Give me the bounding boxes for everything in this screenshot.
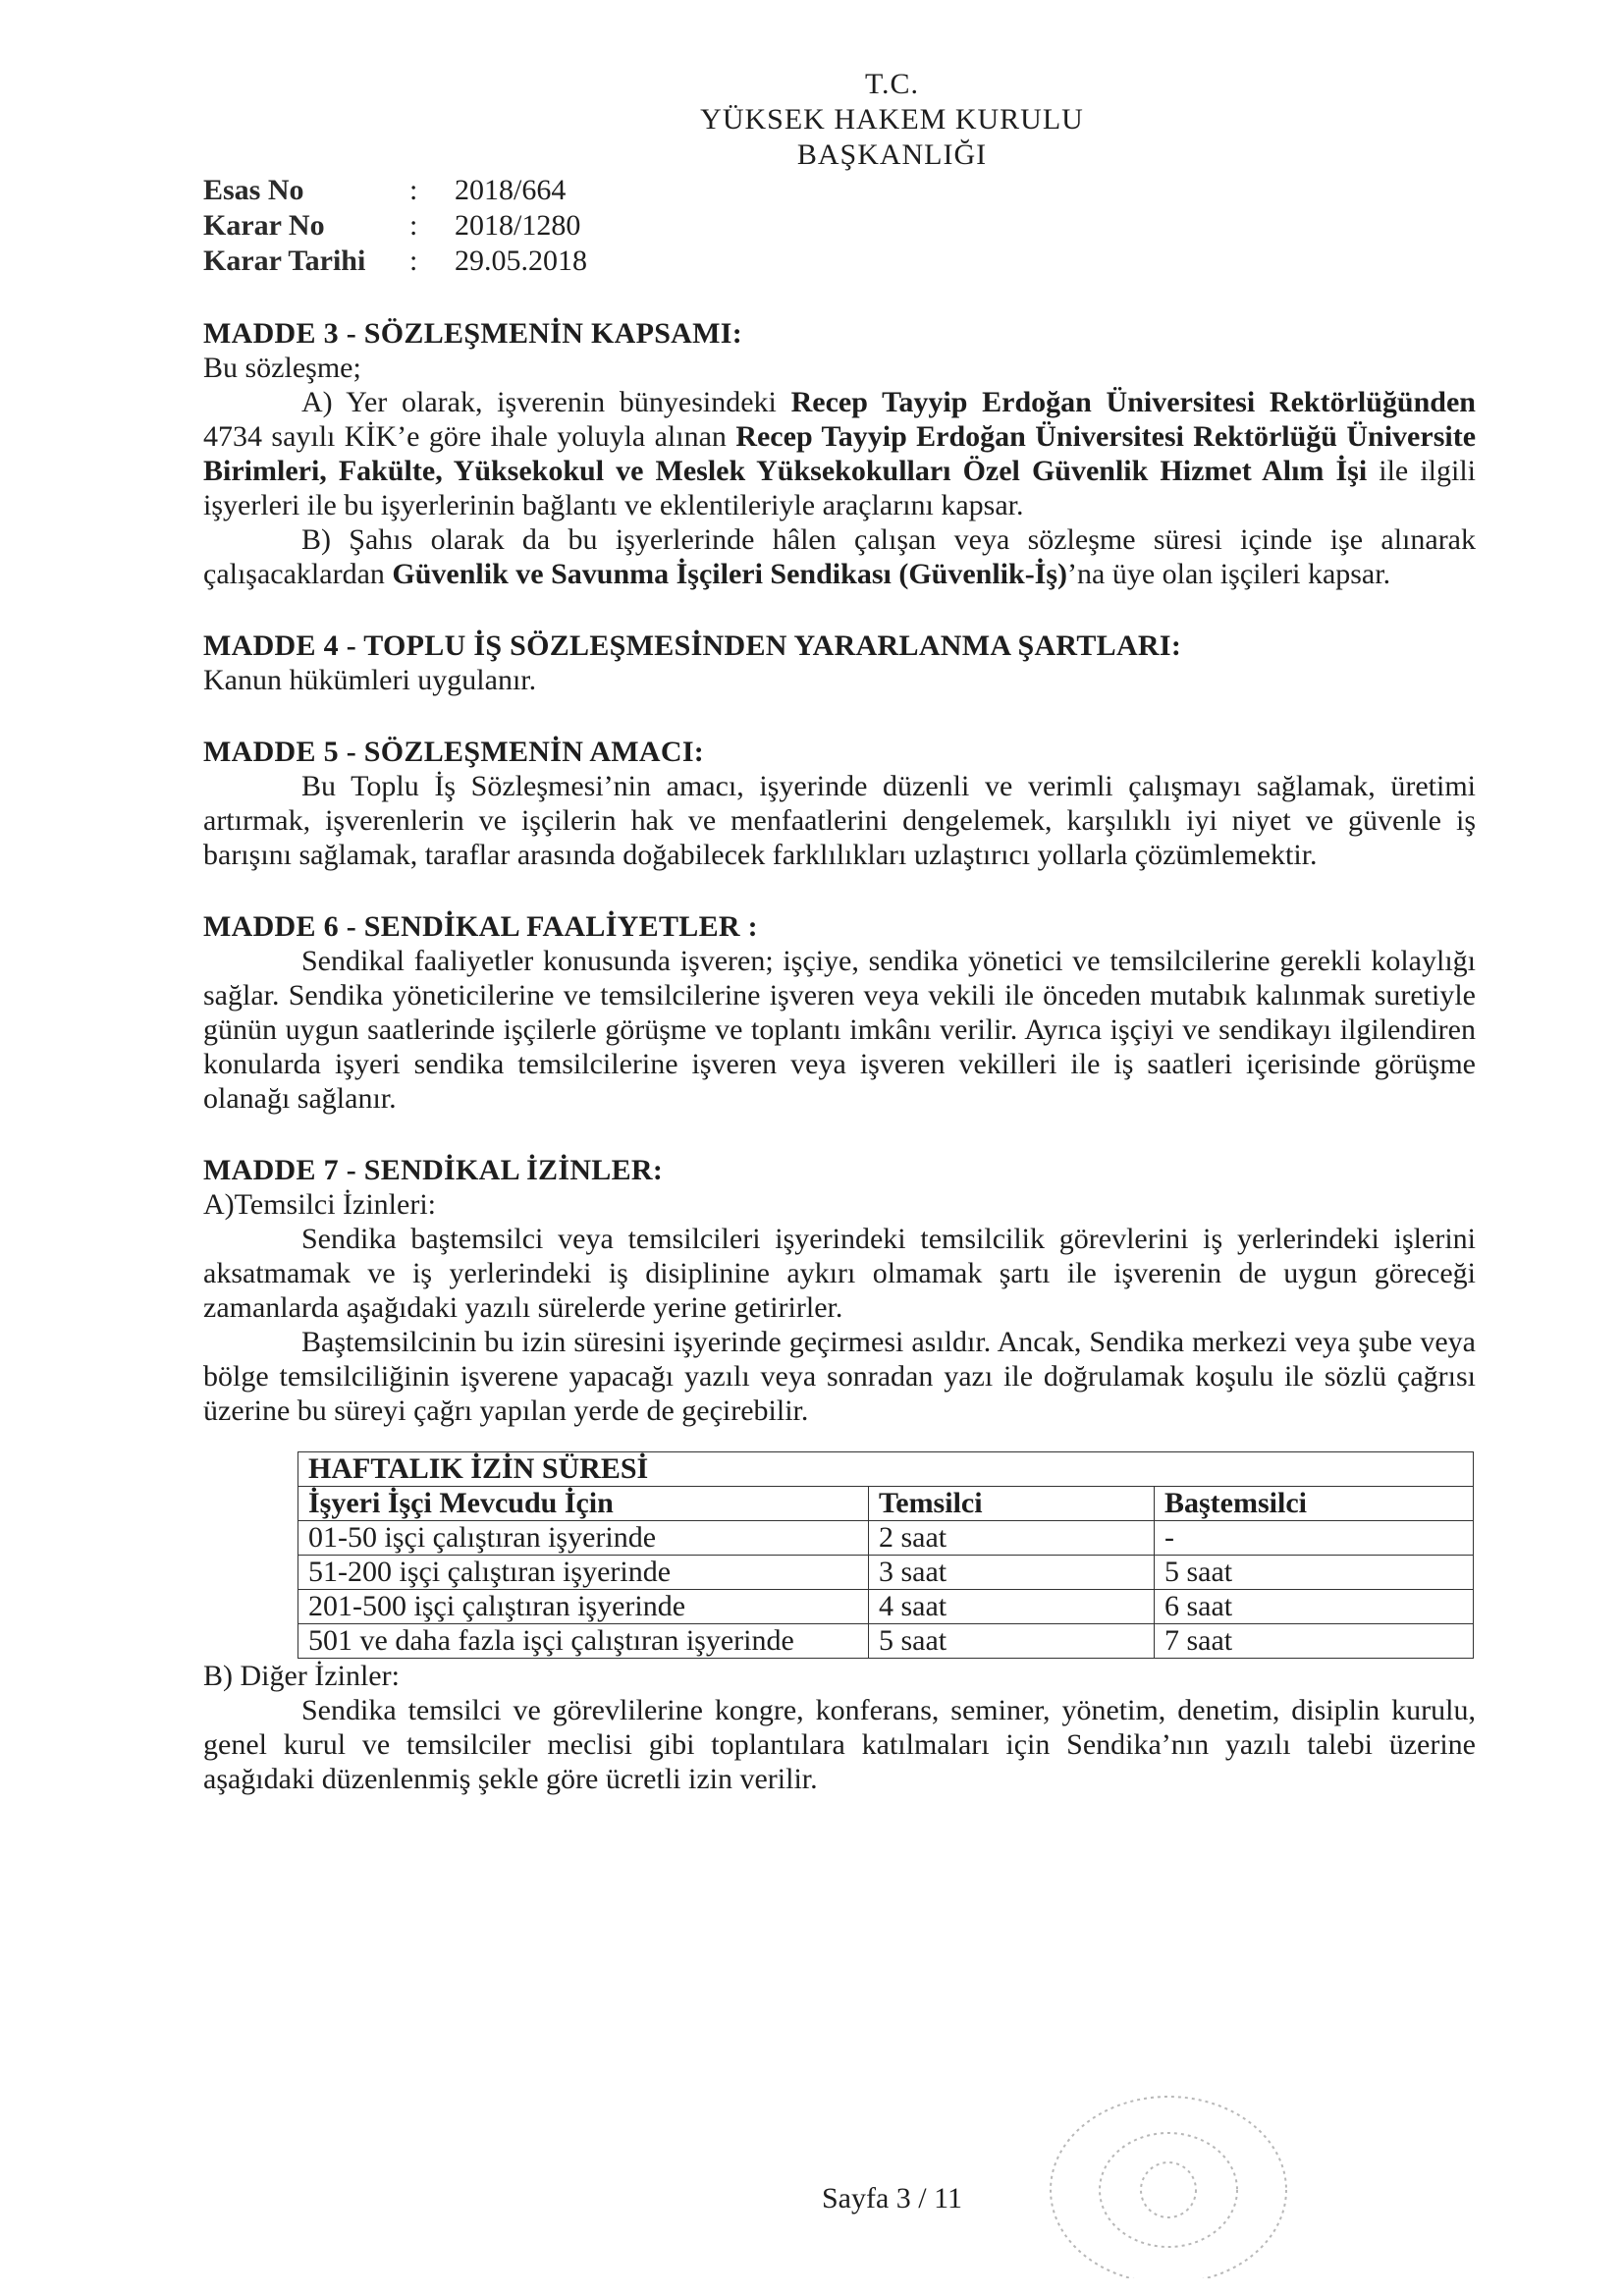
table-row [298, 1624, 1474, 1659]
table-cell: 6 saat [1155, 1590, 1474, 1624]
esas-no-value: 2018/664 [455, 174, 567, 206]
text-segment: A) Yer olarak, işverenin bünyesindeki [301, 386, 791, 418]
madde-5-title: MADDE 5 - SÖZLEŞMENİN AMACI: [203, 736, 705, 768]
madde-7-paragraph-1: Sendika baştemsilci veya temsilcileri işyerindeki temsilcilik görevlerini iş yerlerindeki işlerini aksatmamak ve iş yerlerindeki iş disiplinine aykırı olmamak şartı ile işverenin de uygun göreceği zamanlarda aşağıdaki yazılı sürelerde yerine getirirler. [203, 1223, 1476, 1324]
table-row [298, 1521, 1474, 1556]
madde-3-title: MADDE 3 - SÖZLEŞMENİN KAPSAMI: [203, 317, 743, 350]
madde-7-sub-b: B) Diğer İzinler: [203, 1660, 400, 1692]
madde-7-paragraph-2: Baştemsilcinin bu izin süresini işyerinde geçirmesi asıldır. Ancak, Sendika merkezi veya şube veya bölge temsilciliğinin işverene yapacağı yazılı veya sonradan yazı ile doğrulamak koşulu ile sözlü çağrısı üzerine bu süreyi çağrı yapılan yerde de geçirebilir. [203, 1326, 1476, 1427]
karar-no-value: 2018/1280 [455, 209, 581, 242]
table-cell: 51-200 işçi çalıştıran işyerinde [298, 1556, 869, 1590]
text-segment: ’na üye olan işçileri kapsar. [1067, 558, 1391, 590]
madde-7-paragraph-3: Sendika temsilci ve görevlilerine kongre, konferans, seminer, yönetim, denetim, disiplin kurulu, genel kurul ve temsilciler meclisi gibi toplantılara katılmaları için Sendika’nın yazılı talebi üzerine aşağıdaki düzenlenmiş şekle göre ücretli izin verilir. [203, 1694, 1476, 1795]
colon: : [409, 209, 418, 242]
karar-tarihi-value: 29.05.2018 [455, 245, 587, 277]
column-header: Temsilci [869, 1487, 1155, 1521]
madde-5-text: Bu Toplu İş Sözleşmesi’nin amacı, işyerinde düzenli ve verimli çalışmayı sağlamak, üretimi artırmak, işverenlerin ve işçilerin hak ve menfaatlerini dengelemek, karşılıklı iyi niyet ve güvenle iş barışını sağlamak, taraflar arasında doğabilecek farklılıkları uzlaştırıcı yollarla çözümlemektir. [203, 770, 1476, 871]
leave-table [298, 1451, 1474, 1659]
table-title-row [298, 1452, 1474, 1487]
table-cell: 5 saat [1155, 1556, 1474, 1590]
table-cell: - [1155, 1521, 1474, 1556]
table-cell: 201-500 işçi çalıştıran işyerinde [298, 1590, 869, 1624]
madde-3-paragraph-a [203, 385, 1476, 522]
madde-3-intro: Bu sözleşme; [203, 352, 361, 384]
official-seal-icon [992, 2072, 1316, 2278]
table-header-row [298, 1487, 1474, 1521]
esas-no-label: Esas No [203, 174, 304, 206]
madde-3-paragraph-b [203, 522, 1476, 591]
madde-6-text: Sendikal faaliyetler konusunda işveren; işçiye, sendika yönetici ve temsilcilerine gerekli kolaylığı sağlar. Sendika yöneticilerine ve temsilcilerine işveren veya vekili ile önceden mutabık kalınmak suretiyle günün uygun saatlerinde işçilerle görüşme ve toplantı imkânı verilir. Ayrıca işçiyi ve sendikayı ilgilendiren konularda işyeri sendika temsilcilerine işveren veya işveren vekilleri ile iş saatleri içerisinde görüşme olanağı sağlanır. [203, 945, 1476, 1115]
madde-6-title: MADDE 6 - SENDİKAL FAALİYETLER : [203, 910, 758, 943]
case-info-row [203, 244, 587, 279]
text-segment: ile ilgili işyerleri ile bu işyerlerinin bağlantı ve eklentileriyle araçlarını kapsar. [203, 455, 1476, 521]
madde-4-text: Kanun hükümleri uygulanır. [203, 664, 537, 696]
colon: : [409, 174, 418, 206]
karar-tarihi-label: Karar Tarihi [203, 245, 366, 277]
bold-segment: Güvenlik ve Savunma İşçileri Sendikası (Güvenlik-İş) [392, 558, 1068, 590]
colon: : [409, 245, 418, 277]
table-cell: 2 saat [869, 1521, 1155, 1556]
page-number: Sayfa 3 / 11 [821, 2182, 963, 2214]
column-header: İşyeri İşçi Mevcudu İçin [298, 1487, 869, 1521]
case-info-row [203, 208, 587, 244]
bold-segment: Recep Tayyip Erdoğan Üniversitesi Rektörlüğünden [790, 386, 1476, 418]
table-cell: 5 saat [869, 1624, 1155, 1659]
madde-7-sub-a: A)Temsilci İzinleri: [203, 1188, 436, 1221]
table-cell: 501 ve daha fazla işçi çalıştıran işyerinde [298, 1624, 869, 1659]
madde-4-title: MADDE 4 - TOPLU İŞ SÖZLEŞMESİNDEN YARARLANMA ŞARTLARI: [203, 629, 1182, 662]
table-cell: 3 saat [869, 1556, 1155, 1590]
column-header: Baştemsilci [1155, 1487, 1474, 1521]
text-segment: 4734 sayılı KİK’e göre ihale yoluyla alınan [203, 420, 736, 453]
table-cell: 7 saat [1155, 1624, 1474, 1659]
madde-7-title: MADDE 7 - SENDİKAL İZİNLER: [203, 1154, 664, 1186]
table-row [298, 1590, 1474, 1624]
table-row [298, 1556, 1474, 1590]
document-body [203, 316, 1476, 1796]
header-office: BAŞKANLIĞI [796, 138, 988, 171]
page-footer [0, 2182, 1623, 2215]
case-info [203, 173, 587, 279]
document-header [0, 67, 1623, 173]
case-info-row [203, 173, 587, 208]
text-segment: B) Şahıs olarak da bu işyerlerinde hâlen çalışan veya sözleşme süresi içinde işe alınarak çalışacaklardan [203, 523, 1476, 590]
bold-segment: Recep Tayyip Erdoğan Üniversitesi Rektörlüğü Üniversite Birimleri, Fakülte, Yüksekokul ve Meslek Yüksekokulları Özel Güvenlik Hizmet Alım İşi [203, 420, 1477, 487]
table-title: HAFTALIK İZİN SÜRESİ [298, 1452, 1474, 1487]
header-institution: YÜKSEK HAKEM KURULU [700, 103, 1084, 136]
header-tc: T.C. [864, 68, 920, 100]
table-cell: 4 saat [869, 1590, 1155, 1624]
table-cell: 01-50 işçi çalıştıran işyerinde [298, 1521, 869, 1556]
karar-no-label: Karar No [203, 209, 325, 242]
